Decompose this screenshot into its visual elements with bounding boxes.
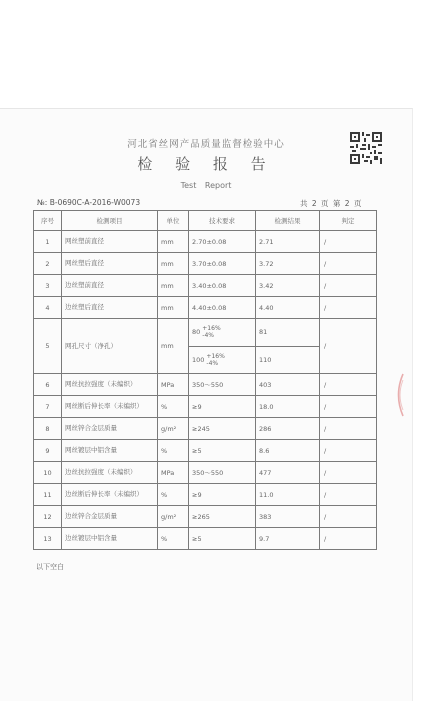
judgement-cell: / [320,462,377,484]
report-number: №: B-0690C-A-2016-W0073 [37,198,141,207]
unit-cell: mm [158,231,189,253]
organization-name: 河北省丝网产品质量监督检验中心 [127,139,285,150]
table-row [34,231,377,253]
table-row [34,506,377,528]
row-number: 12 [34,506,62,528]
result-cell: 2.71 [256,231,320,253]
row-number: 8 [34,418,62,440]
qr-code-icon [350,132,382,164]
table-row [34,462,377,484]
row-number: 10 [34,462,62,484]
judgement-cell: / [320,231,377,253]
judgement-cell: / [320,484,377,506]
judgement-cell: / [320,528,377,550]
result-cell: 383 [256,506,320,528]
requirement-cell [189,319,256,347]
tolerance-lower: -4% [206,359,219,367]
row-number: 11 [34,484,62,506]
table-header-row [34,211,377,231]
report-title-en: Test Report [180,181,232,190]
requirement-cell: 350～550 [189,462,256,484]
table-row [34,418,377,440]
row-number: 2 [34,253,62,275]
table-row [34,297,377,319]
row-number: 1 [34,231,62,253]
tolerance-stack [202,325,220,339]
requirement-base: 100 [192,355,205,364]
test-item: 边丝塑后直径 [62,297,158,319]
requirement-cell: ≥5 [189,528,256,550]
table-row [34,528,377,550]
row-number: 9 [34,440,62,462]
table-row [34,253,377,275]
test-item: 边丝镀层中铝含量 [62,528,158,550]
result-cell: 11.0 [256,484,320,506]
judgement-cell: / [320,506,377,528]
requirement-cell: 350～550 [189,374,256,396]
test-item: 网丝镀层中铝含量 [62,440,158,462]
result-cell: 286 [256,418,320,440]
judgement-cell: / [320,275,377,297]
requirement-cell: ≥265 [189,506,256,528]
row-number: 6 [34,374,62,396]
judgement-cell: / [320,396,377,418]
judgement-cell: / [320,253,377,275]
judgement-cell: / [320,418,377,440]
tolerance-upper: +16% [202,325,221,333]
page-info: 共 2 页 第 2 页 [300,199,363,208]
unit-cell: MPa [158,374,189,396]
unit-cell: g/m² [158,506,189,528]
column-header-result: 检测结果 [256,211,320,231]
unit-cell: % [158,440,189,462]
judgement-cell: / [320,374,377,396]
row-number: 5 [34,319,62,374]
test-item: 网孔尺寸（净孔） [62,319,158,374]
unit-cell: MPa [158,462,189,484]
unit-cell: % [158,484,189,506]
tolerance-lower: -4% [202,332,214,340]
requirement-base: 80 [192,328,201,337]
test-item: 网丝断后伸长率（未编织） [62,396,158,418]
row-number: 7 [34,396,62,418]
requirement-cell: ≥245 [189,418,256,440]
unit-cell: % [158,396,189,418]
unit-cell: % [158,528,189,550]
table-row [34,440,377,462]
test-item: 网丝抗拉强度（未编织） [62,374,158,396]
result-cell: 8.6 [256,440,320,462]
test-item: 网丝塑后直径 [62,253,158,275]
row-number: 3 [34,275,62,297]
table-row [34,396,377,418]
row-number: 13 [34,528,62,550]
judgement-cell: / [320,319,377,374]
requirement-cell: 4.40±0.08 [189,297,256,319]
judgement-cell: / [320,440,377,462]
test-results-table [33,210,377,550]
test-item: 边丝抗拉强度（未编织） [62,462,158,484]
table-row [34,484,377,506]
result-cell: 477 [256,462,320,484]
table-row [34,319,377,347]
requirement-cell [189,346,256,374]
test-item: 边丝断后伸长率（未编织） [62,484,158,506]
requirement-cell: 3.40±0.08 [189,275,256,297]
unit-cell: mm [158,275,189,297]
test-item: 网丝塑前直径 [62,231,158,253]
requirement-cell: 3.70±0.08 [189,253,256,275]
requirement-cell: ≥9 [189,396,256,418]
test-item: 网丝锌合金层质量 [62,418,158,440]
requirement-cell: ≥9 [189,484,256,506]
tolerance-stack [206,353,224,367]
seal-stamp-icon [392,372,404,418]
report-title: 检 验 报 告 [137,155,275,173]
judgement-cell: / [320,297,377,319]
column-header-item: 检测项目 [62,211,158,231]
test-item: 边丝锌合金层质量 [62,506,158,528]
requirement-cell: ≥5 [189,440,256,462]
unit-cell: mm [158,297,189,319]
result-cell: 3.72 [256,253,320,275]
table-row [34,374,377,396]
result-cell: 3.42 [256,275,320,297]
test-item: 边丝塑前直径 [62,275,158,297]
result-cell: 403 [256,374,320,396]
unit-cell: mm [158,319,189,374]
table-row [34,275,377,297]
result-cell: 4.40 [256,297,320,319]
blank-below-note: 以下空白 [36,563,64,571]
result-cell: 9.7 [256,528,320,550]
unit-cell: mm [158,253,189,275]
result-cell: 110 [256,346,320,374]
column-header-judgement: 判定 [320,211,377,231]
requirement-cell: 2.70±0.08 [189,231,256,253]
unit-cell: g/m² [158,418,189,440]
tolerance-upper: +16% [206,352,225,360]
column-header-requirement: 技术要求 [189,211,256,231]
result-cell: 81 [256,319,320,347]
result-cell: 18.0 [256,396,320,418]
column-header-unit: 单位 [158,211,189,231]
row-number: 4 [34,297,62,319]
column-header-no: 序号 [34,211,62,231]
